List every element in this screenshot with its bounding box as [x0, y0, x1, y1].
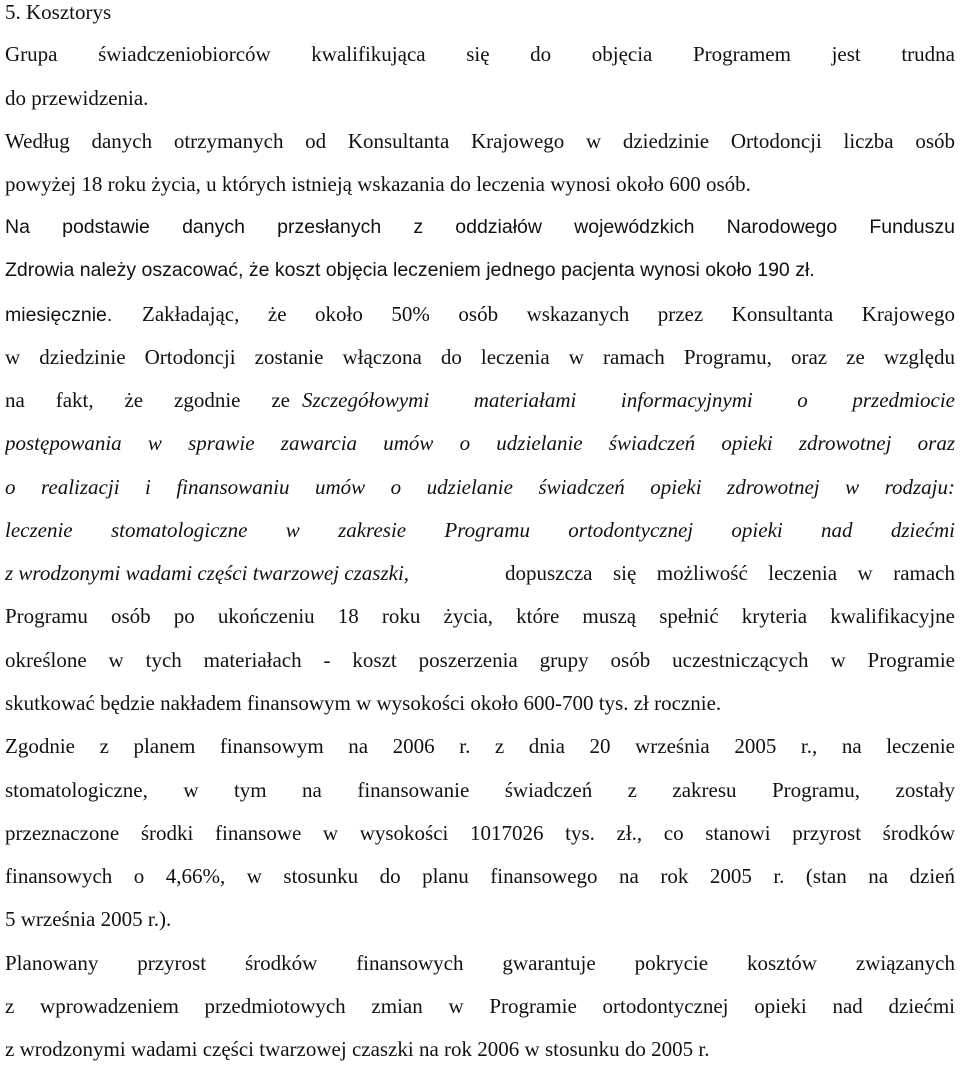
paragraph-2-line-2: powyżej 18 roku życia, u których istnieją wskazania do leczenia wynosi około 600 osób.	[5, 172, 751, 196]
paragraph-3-line-12: skutkować będzie nakładem finansowym w wysokości około 600-700 tys. zł rocznie.	[5, 691, 722, 715]
paragraph-3-line-3-rest: Zakładając, że około 50% osób wskazanych przez Konsultanta Krajowego	[142, 302, 955, 326]
paragraph-3-line-3	[5, 299, 955, 329]
paragraph-4-line-5: 5 września 2005 r.).	[5, 907, 172, 931]
paragraph-3-line-2: Zdrowia należy oszacować, że koszt objęcia leczeniem jednego pacjenta wynosi około 190 zł.	[5, 259, 815, 281]
paragraph-3-line-6: postępowania w sprawie zawarcia umów o udzielanie świadczeń opieki zdrowotnej oraz	[5, 431, 955, 455]
paragraph-1-line-1: Grupa świadczeniobiorców kwalifikująca się do objęcia Programem jest trudna	[5, 42, 955, 66]
paragraph-1-line-2: do przewidzenia.	[5, 86, 149, 110]
paragraph-3-line-3-start: miesięcznie.	[5, 304, 113, 326]
paragraph-3-line-11: określone w tych materiałach - koszt poszerzenia grupy osób uczestniczących w Programie	[5, 648, 955, 672]
paragraph-5-line-2: z wprowadzeniem przedmiotowych zmian w Programie ortodontycznej opieki nad dziećmi	[5, 994, 955, 1018]
section-heading: 5. Kosztorys	[5, 0, 112, 24]
paragraph-3-line-4: w dziedzinie Ortodoncji zostanie włączona do leczenia w ramach Programu, oraz ze względu	[5, 345, 955, 369]
paragraph-3-line-9	[5, 558, 955, 588]
paragraph-3-line-8: leczenie stomatologiczne w zakresie Programu ortodontycznej opieki nad dziećmi	[5, 518, 955, 542]
paragraph-3-line-5-start: na fakt, że zgodnie ze	[5, 388, 290, 412]
paragraph-4-line-1: Zgodnie z planem finansowym na 2006 r. z dnia 20 września 2005 r., na leczenie	[5, 734, 955, 758]
paragraph-5-line-1: Planowany przyrost środków finansowych gwarantuje pokrycie kosztów związanych	[5, 951, 955, 975]
paragraph-3-line-1: Na podstawie danych przesłanych z oddziałów wojewódzkich Narodowego Funduszu	[5, 216, 955, 238]
paragraph-3-line-5-italic: Szczegółowymi materiałami informacyjnymi o przedmiocie	[302, 388, 955, 412]
paragraph-3-line-9-rest: dopuszcza się możliwość leczenia w ramach	[505, 561, 955, 585]
paragraph-4-line-4: finansowych o 4,66%, w stosunku do planu finansowego na rok 2005 r. (stan na dzień	[5, 864, 955, 888]
paragraph-5-line-3: z wrodzonymi wadami części twarzowej czaszki na rok 2006 w stosunku do 2005 r.	[5, 1037, 710, 1061]
paragraph-4-line-3: przeznaczone środki finansowe w wysokości 1017026 tys. zł., co stanowi przyrost środków	[5, 821, 955, 845]
paragraph-4-line-2: stomatologiczne, w tym na finansowanie świadczeń z zakresu Programu, zostały	[5, 778, 955, 802]
paragraph-3-line-9-italic: z wrodzonymi wadami części twarzowej czaszki,	[5, 561, 410, 585]
paragraph-3-line-7: o realizacji i finansowaniu umów o udzielanie świadczeń opieki zdrowotnej w rodzaju:	[5, 475, 955, 499]
paragraph-3-line-10: Programu osób po ukończeniu 18 roku życia, które muszą spełnić kryteria kwalifikacyjne	[5, 604, 955, 628]
paragraph-3-line-5	[5, 385, 955, 415]
paragraph-2-line-1: Według danych otrzymanych od Konsultanta Krajowego w dziedzinie Ortodoncji liczba osób	[5, 129, 955, 153]
